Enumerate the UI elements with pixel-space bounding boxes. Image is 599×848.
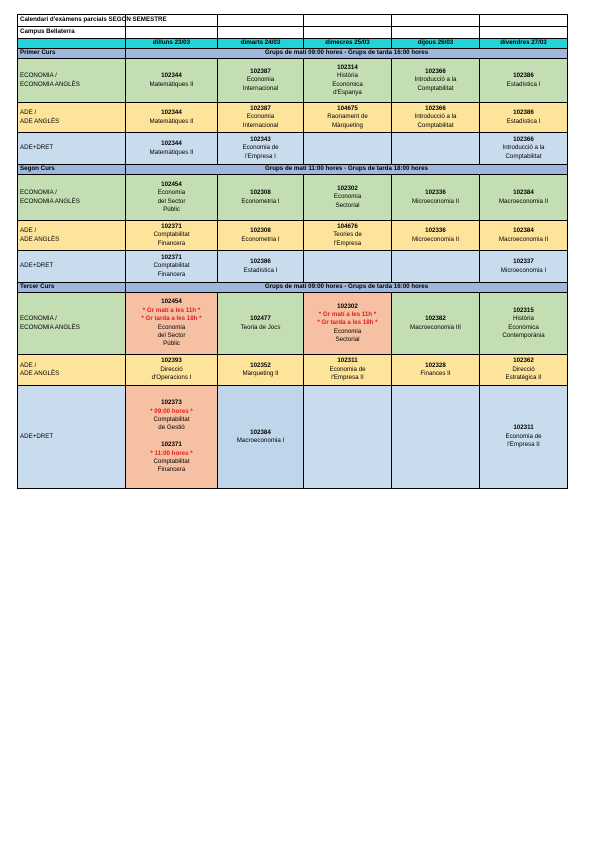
exam-cell [392,251,480,283]
exam-time-note: * Gr tarda a les 18h * [317,319,378,327]
day-header-blank [18,39,126,49]
blank-cell [480,15,568,27]
exam-code: 102373 [161,399,182,407]
exam-subject: Economia [333,327,362,335]
exam-cell [480,221,568,251]
exam-subject: del Sector [157,197,186,205]
exam-cell [126,175,218,221]
day-header-tuesday: dimarts 24/03 [218,39,304,49]
exam-cell [126,293,218,355]
exam-cell [304,386,392,489]
exam-subject: Història [337,72,358,80]
exam-code: 102454 [161,298,182,306]
exam-subject: Matemàtiques II [149,117,194,125]
exam-subject: Economia de [329,365,366,373]
exam-time-note: * 09:00 hores * [150,407,193,415]
exam-subject: Matemàtiques II [149,80,194,88]
exam-cell [126,59,218,103]
exam-code: 102387 [250,104,271,112]
exam-subject: Introducció a la [414,113,457,121]
group-label-line: ADE+DRET [20,432,54,440]
blank-cell [304,15,392,27]
table-row [18,175,568,221]
group-label-line: ADE ANGLÈS [20,117,60,125]
exam-cell [304,251,392,283]
exam-cell [392,293,480,355]
exam-code: 102328 [425,361,446,369]
exam-subject: d'Espanya [333,88,362,96]
exam-subject: Matemàtiques II [149,148,194,156]
exam-subject: Economia [333,193,362,201]
exam-subject: Internacional [242,121,279,129]
exam-code: 102344 [161,72,182,80]
exam-cell [218,386,304,489]
exam-cell [392,133,480,165]
group-label-line: ADE / [20,109,37,117]
exam-code: 102344 [161,109,182,117]
exam-cell [392,386,480,489]
exam-cell [304,103,392,133]
group-label-line: ADE+DRET [20,144,54,152]
exam-calendar-table [17,14,568,489]
group-label [18,221,126,251]
exam-cell [480,59,568,103]
blank-cell [392,15,480,27]
exam-cell [218,251,304,283]
exam-cell [392,59,480,103]
group-label [18,133,126,165]
exam-subject: Economia [246,113,275,121]
table-row [18,251,568,283]
exam-subject: d'Operacions I [151,374,192,382]
exam-subject: Econòmica [332,80,363,88]
exam-code: 102393 [161,357,182,365]
exam-cell [218,355,304,386]
exam-code: 102387 [250,67,271,75]
blank-cell [304,27,392,39]
group-label [18,293,126,355]
document-title: Calendari d'exàmens parcials SEGON SEMESTRE [18,15,126,27]
group-label-line: ECONOMIA ANGLÈS [20,197,80,205]
exam-cell [126,251,218,283]
group-label-line: ECONOMIA / [20,189,57,197]
exam-subject: Comptabilitat [505,152,542,160]
exam-cell [480,355,568,386]
exam-subject: Macroeconomia I [236,437,285,444]
group-label [18,386,126,489]
exam-cell [480,386,568,489]
exam-code: 102302 [337,302,358,310]
group-label [18,103,126,133]
exam-subject: Economia [157,189,186,197]
table-row [18,355,568,386]
exam-subject: Estratègica II [505,374,542,382]
exam-cell [218,103,304,133]
exam-cell [392,175,480,221]
group-label [18,175,126,221]
spacer [128,433,215,441]
exam-cell [304,221,392,251]
table-row [18,221,568,251]
course-hours: Grups de matí 09:00 hores - Grups de tarda 16:00 hores [126,283,568,293]
exam-cell [304,293,392,355]
day-header-wednesday: dimecres 25/03 [304,39,392,49]
exam-cell [480,175,568,221]
exam-cell [392,103,480,133]
exam-subject: Estadística I [506,80,541,88]
course-name: Primer Curs [18,49,126,59]
exam-cell [218,175,304,221]
exam-code: 102371 [161,253,182,261]
exam-subject: l'Empresa I [245,152,276,160]
course-name: Tercer Curs [18,283,126,293]
table-row [18,386,568,489]
exam-subject: Economia [157,323,186,331]
exam-subject: Màrqueting [332,121,363,129]
exam-code: 102386 [250,258,271,266]
exam-subject: Teoria de Jocs [240,323,281,331]
exam-code: 102314 [337,63,358,71]
exam-code: 102362 [513,357,534,365]
group-label-line: ECONOMIA ANGLÈS [20,323,80,331]
exam-cell [304,59,392,103]
exam-cell [304,133,392,165]
exam-code: 102382 [425,315,446,323]
group-label-line: ADE ANGLÈS [20,370,60,377]
exam-subject: Macroeconomia II [498,197,549,205]
exam-subject: Introducció a la [414,76,457,84]
exam-code: 102371 [161,441,182,449]
exam-time-note: * 11:00 hores * [150,449,193,457]
course-header-row [18,49,568,59]
exam-subject: Comptabilitat [417,84,454,92]
exam-code: 102366 [425,67,446,75]
group-label [18,59,126,103]
table-row [18,133,568,165]
campus-label: Campus Bellaterra [18,27,126,39]
exam-subject: Públic [163,205,180,213]
exam-subject: Economia de [505,432,542,440]
exam-cell [218,133,304,165]
group-label [18,251,126,283]
blank-cell [218,15,304,27]
exam-subject: Comptabilitat [153,231,190,239]
group-label-line: ECONOMIA ANGLÈS [20,80,80,88]
group-label-line: ECONOMIA / [20,72,57,80]
exam-subject: Macroeconomia III [410,323,461,331]
exam-code: 102343 [250,135,271,143]
exam-subject: Economia [246,76,275,84]
exam-code: 102315 [513,306,534,314]
exam-subject: Màrqueting II [242,370,279,377]
exam-subject: l'Empresa [333,239,362,247]
day-header-thursday: dijous 26/03 [392,39,480,49]
exam-cell [126,103,218,133]
exam-subject: Econòmica [508,323,539,331]
group-label-line: ADE+DRET [20,262,54,270]
day-header-friday: divendres 27/03 [480,39,568,49]
exam-code: 102337 [513,258,534,266]
exam-code: 102384 [513,227,534,235]
exam-code: 102336 [425,189,446,197]
exam-subject: l'Empresa II [507,441,540,449]
exam-subject: Sectorial [335,336,360,344]
exam-code: 104675 [337,104,358,112]
exam-subject: Comptabilitat [153,457,190,465]
exam-subject: Microeconomia I [500,266,547,274]
exam-code: 102386 [513,72,534,80]
exam-cell [392,221,480,251]
exam-subject: Contemporània [502,331,545,339]
exam-subject: Direcció [160,365,183,373]
exam-subject: Microeconomia II [411,197,460,205]
group-label [18,355,126,386]
exam-subject: Financera [157,239,186,247]
exam-subject: Introducció a la [502,144,545,152]
group-label-line: ECONOMIA / [20,315,57,323]
exam-cell [126,133,218,165]
exam-subject: Financera [157,270,186,278]
table-row [18,103,568,133]
exam-subject: Teories de [333,231,362,239]
exam-code: 102384 [513,189,534,197]
exam-cell [218,221,304,251]
exam-subject: Econometria I [241,197,280,205]
exam-code: 102302 [337,184,358,192]
exam-code: 102454 [161,180,182,188]
exam-subject: de Gestió [158,424,185,432]
exam-cell [126,355,218,386]
blank-cell [218,27,304,39]
exam-subject: Estadística I [243,266,278,274]
exam-code: 102308 [250,227,271,235]
table-row [18,59,568,103]
exam-subject: Sectorial [335,201,360,209]
course-hours: Grups de matí 11:00 hores - Grups de tarda 18:00 hores [126,165,568,175]
exam-code: 102344 [161,140,182,148]
exam-subject: Comptabilitat [153,416,190,424]
exam-subject: Internacional [242,84,279,92]
exam-cell [126,221,218,251]
day-header-monday: dilluns 23/03 [126,39,218,49]
exam-code: 102366 [513,135,534,143]
exam-subject: Microeconomia II [411,235,460,243]
blank-cell [126,27,218,39]
exam-code: 102366 [425,104,446,112]
blank-cell [480,27,568,39]
exam-cell [304,175,392,221]
exam-cell [480,133,568,165]
day-header-row [18,39,568,49]
exam-code: 102308 [250,189,271,197]
exam-cell [480,293,568,355]
group-label-line: ADE ANGLÈS [20,235,60,243]
exam-subject: Història [513,315,534,323]
course-name: Segon Curs [18,165,126,175]
exam-subject: Comptabilitat [417,121,454,129]
exam-subject: Econometria I [241,235,280,243]
exam-subject: l'Empresa II [331,374,364,382]
exam-code: 102311 [513,424,534,432]
course-header-row [18,165,568,175]
exam-cell [480,103,568,133]
blank-cell [392,27,480,39]
exam-cell [126,386,218,489]
exam-code: 102352 [250,361,271,369]
exam-cell [392,355,480,386]
exam-subject: Comptabilitat [153,262,190,270]
exam-subject: Finances II [420,370,451,377]
exam-code: 102384 [250,428,271,436]
exam-code: 102371 [161,222,182,230]
exam-time-note: * Gr matí a les 11h * [318,310,377,318]
exam-subject: del Sector [157,331,186,339]
course-header-row [18,283,568,293]
exam-time-note: * Gr tarda a les 18h * [141,315,202,323]
exam-cell [218,293,304,355]
exam-subject: Estadística I [506,117,541,125]
exam-subject: Economia de [242,144,279,152]
exam-time-note: * Gr matí a les 11h * [142,306,201,314]
exam-subject: Macroeconomia II [498,235,549,243]
exam-cell [480,251,568,283]
exam-code: 102386 [513,109,534,117]
exam-code: 102336 [425,227,446,235]
exam-subject: Raonament de [327,113,368,121]
exam-subject: Financera [157,466,186,474]
course-hours: Grups de matí 09:00 hores - Grups de tarda 16:00 hores [126,49,568,59]
exam-subject: Públic [163,340,180,348]
exam-subject: Direcció [512,365,535,373]
exam-code: 102477 [250,315,271,323]
group-label-line: ADE / [20,227,37,235]
table-row [18,293,568,355]
exam-cell [218,59,304,103]
exam-code: 102311 [337,357,358,365]
exam-code: 104676 [337,222,358,230]
exam-cell [304,355,392,386]
group-label-line: ADE / [20,361,37,369]
